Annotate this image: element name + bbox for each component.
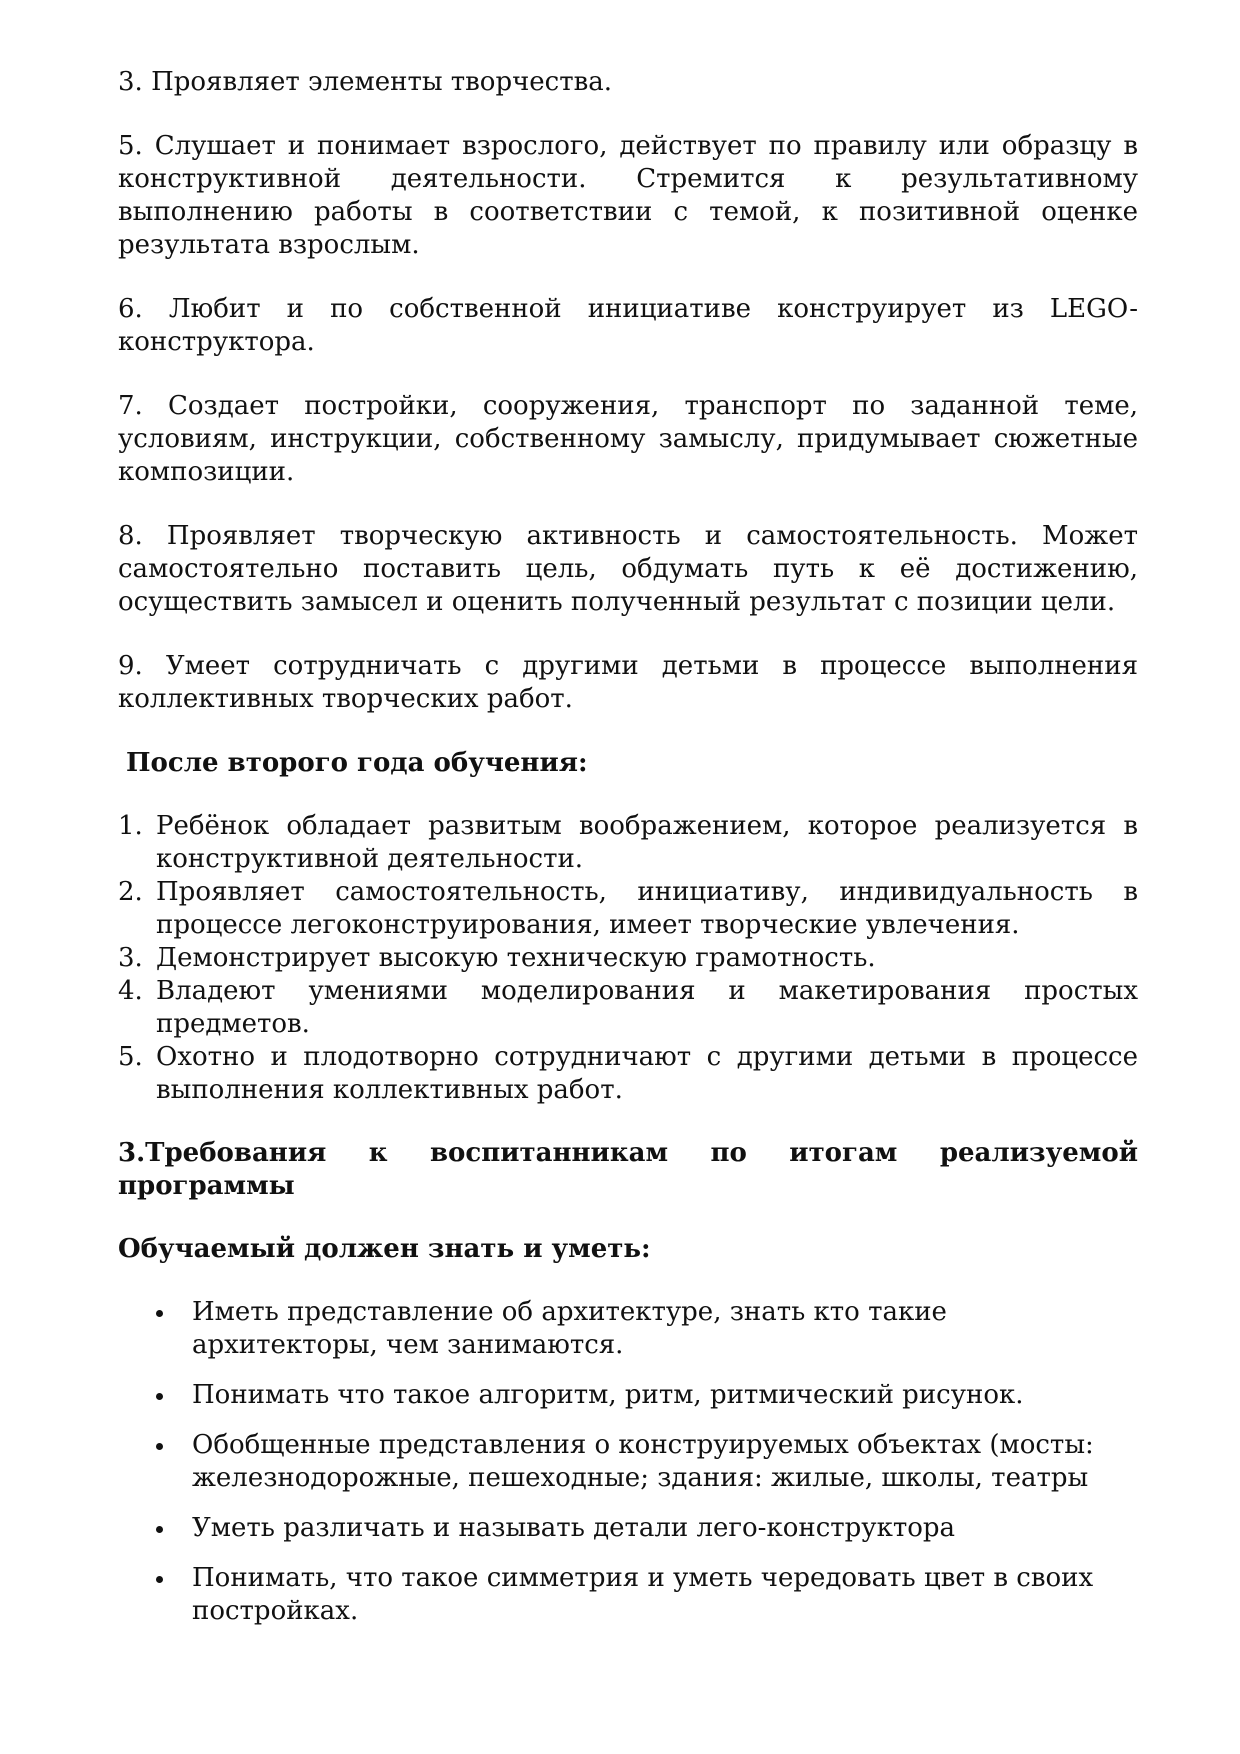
second-year-list (118, 810, 1138, 1107)
bullet-dot-icon (156, 1393, 163, 1400)
bullet-item (118, 1512, 1138, 1545)
bullet-item-text: Понимать что такое алгоритм, ритм, ритмический рисунок. (192, 1380, 1024, 1410)
list-item-text: Проявляет самостоятельность, инициативу, индивидуальность в процессе легоконструирования, имеет творческие увлечения. (156, 877, 1138, 940)
bullet-item (118, 1379, 1138, 1412)
list-number: 3. (118, 943, 143, 973)
list-item (118, 876, 1138, 942)
list-item (118, 975, 1138, 1041)
list-number: 1. (118, 811, 143, 841)
list-item (118, 942, 1138, 975)
paragraph-item-8: 8. Проявляет творческую активность и самостоятельность. Может самостоятельно поставить цель, обдумать путь к её достижению, осуществить замысел и оценить полученный результат с позиции цели. (118, 521, 1138, 617)
paragraph-item-6: 6. Любит и по собственной инициативе конструирует из LEGO-конструктора. (118, 294, 1138, 357)
bullet-item (118, 1296, 1138, 1362)
bullet-item-text: Понимать, что такое симметрия и уметь чередовать цвет в своих постройках. (192, 1563, 1094, 1626)
list-item-text: Охотно и плодотворно сотрудничают с другими детьми в процессе выполнения коллективных работ. (156, 1042, 1138, 1105)
section3-heading: 3.Требования к воспитанникам по итогам реализуемой программы (118, 1138, 1138, 1201)
paragraph-item-7: 7. Создает постройки, сооружения, транспорт по заданной теме, условиям, инструкции, собственному замыслу, придумывает сюжетные композиции. (118, 391, 1138, 487)
list-item-text: Ребёнок обладает развитым воображением, которое реализуется в конструктивной деятельности. (156, 811, 1138, 874)
list-item (118, 1041, 1138, 1107)
second-year-heading: После второго года обучения: (126, 748, 588, 778)
bullet-item-text: Обобщенные представления о конструируемых объектах (мосты: железнодорожные, пешеходные; здания: жилые, школы, театры (192, 1430, 1094, 1493)
bullet-dot-icon (156, 1443, 163, 1450)
bullet-dot-icon (156, 1526, 163, 1533)
bullet-item (118, 1429, 1138, 1495)
list-number: 4. (118, 976, 143, 1006)
paragraph-item-9: 9. Умеет сотрудничать с другими детьми в процессе выполнения коллективных творческих работ. (118, 651, 1138, 714)
bullet-item (118, 1562, 1138, 1628)
bullet-dot-icon (156, 1576, 163, 1583)
document-page (118, 66, 1138, 1645)
list-item-text: Владеют умениями моделирования и макетирования простых предметов. (156, 976, 1138, 1039)
list-item-text: Демонстрирует высокую техническую грамотность. (156, 943, 876, 973)
paragraph-item-3: 3. Проявляет элементы творчества. (118, 67, 613, 97)
bullet-item-text: Уметь различать и называть детали лего-конструктора (192, 1513, 956, 1543)
requirements-bullet-list (118, 1296, 1138, 1628)
list-number: 2. (118, 877, 143, 907)
bullet-item-text: Иметь представление об архитектуре, знать кто такие архитекторы, чем занимаются. (192, 1297, 947, 1360)
bullet-dot-icon (156, 1310, 163, 1317)
section3-subheading: Обучаемый должен знать и уметь: (118, 1234, 651, 1264)
paragraph-item-5: 5. Слушает и понимает взрослого, действует по правилу или образцу в конструктивной деятельности. Стремится к результативному выполнению работы в соответствии с темой, к позитивной оценке результата взрослым. (118, 131, 1138, 260)
list-item (118, 810, 1138, 876)
list-number: 5. (118, 1042, 143, 1072)
